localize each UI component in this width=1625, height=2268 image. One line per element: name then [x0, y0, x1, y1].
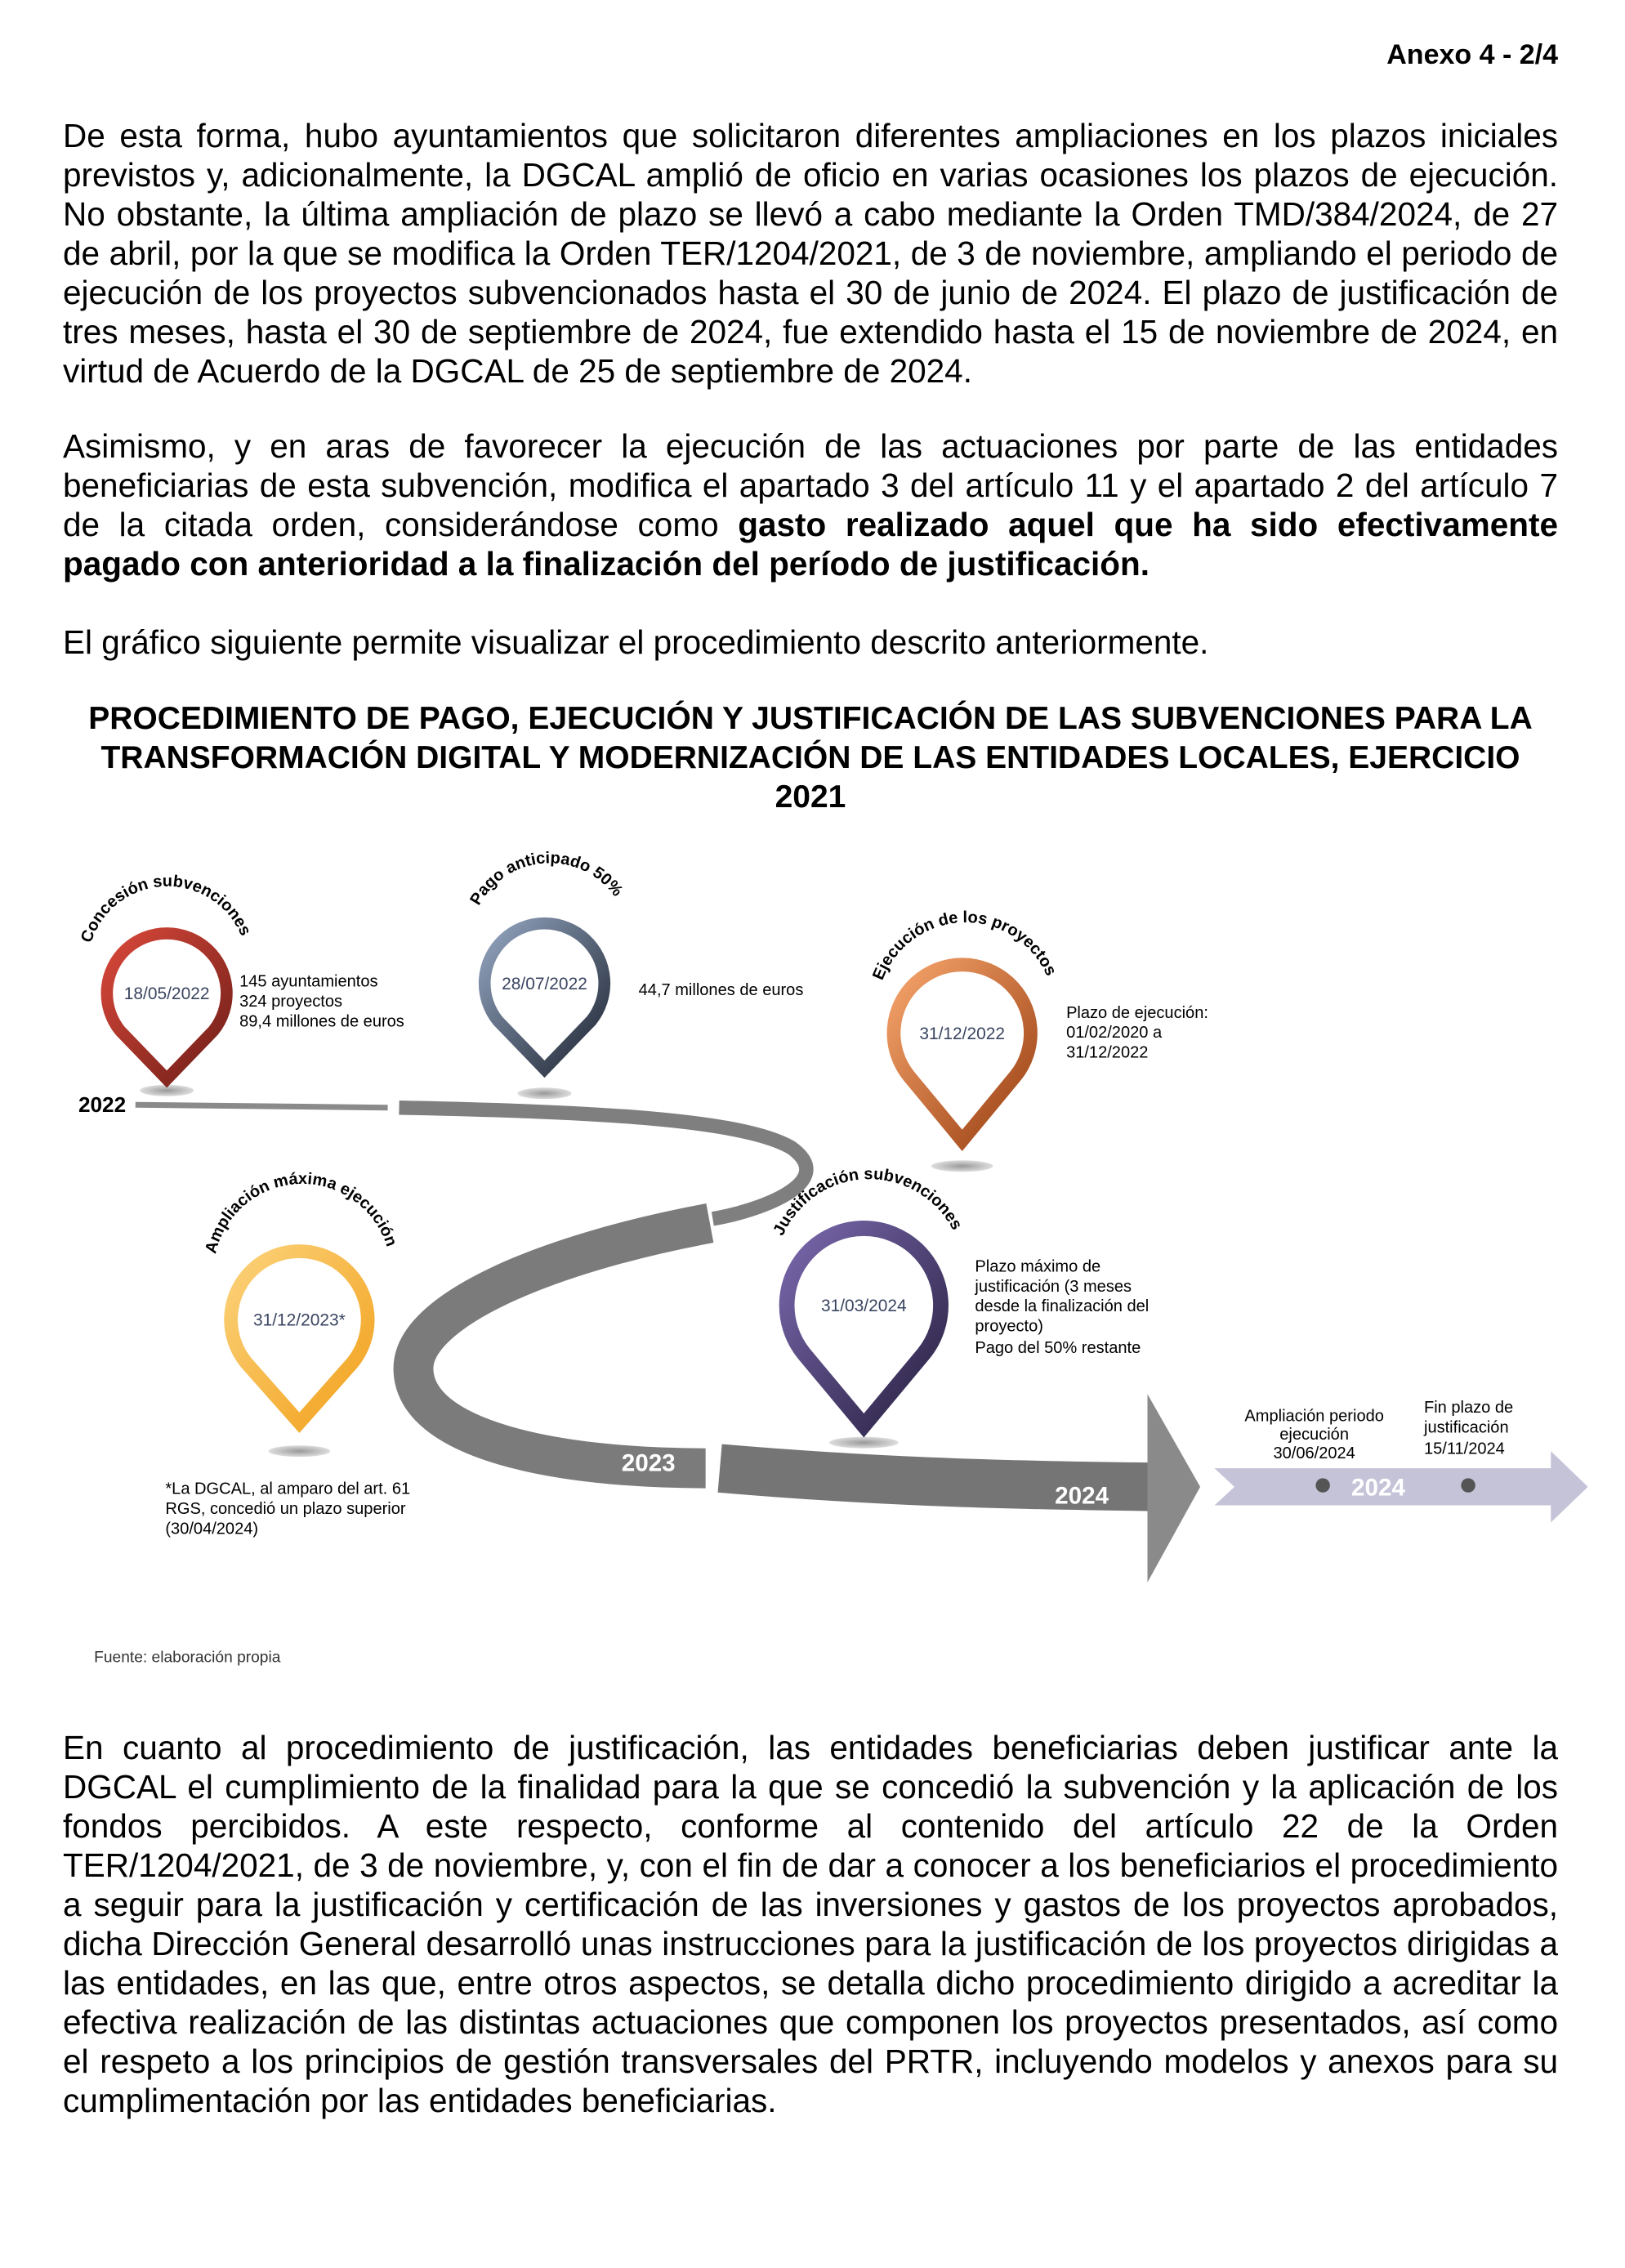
road-arrow-head — [1148, 1394, 1201, 1582]
annex-page-label: Anexo 4 - 2/4 — [1386, 39, 1558, 70]
paragraph-deadlines: De esta forma, hubo ayuntamientos que solicitaron diferentes ampliaciones en los plazos iniciales previstos y, adicionalmente, la DGCAL amplió de oficio en varias ocasiones los plazos de ejecución. No obstante, la última ampliación de plazo se llevó a cabo mediante la Orden TMD/384/2024, de 27 de abril, por la que se modifica la Orden TER/1204/2021, de 3 de noviembre, ampliando el periodo de ejecución de los proyectos subvencionados hasta el 30 de junio de 2024. El plazo de justificación de tres meses, hasta el 30 de septiembre de 2024, fue extendido hasta el 15 de noviembre de 2024, en virtud de Acuerdo de la DGCAL de 25 de septiembre de 2024. — [63, 117, 1558, 390]
pin-shadow — [518, 1087, 572, 1099]
pin2-note: 44,7 millones de euros — [638, 980, 804, 999]
pin-shadow — [829, 1437, 899, 1449]
pin4-note: *La DGCAL, al amparo del art. 61 — [165, 1480, 411, 1498]
pin-marker-3 — [869, 909, 1060, 1172]
milestone1-text: Ampliación periodo — [1244, 1407, 1384, 1426]
pin-label: Concesión subvenciones — [78, 872, 255, 945]
pin4-note: (30/04/2024) — [165, 1520, 259, 1538]
pin3-note: 01/02/2020 a — [1066, 1024, 1163, 1042]
pin5-note: proyecto) — [975, 1317, 1043, 1336]
milestone2-text: Fin plazo de — [1423, 1399, 1514, 1418]
figure-title: PROCEDIMIENTO DE PAGO, EJECUCIÓN Y JUSTIFICACIÓN DE LAS SUBVENCIONES PARA LA TRANSFORMACIÓN DIGITAL Y MODERNIZACIÓN DE LAS ENTIDADES LOCALES, EJERCICIO 2021 — [88, 701, 1533, 815]
paragraph-justification: En cuanto al procedimiento de justificación, las entidades beneficiarias deben justificar ante la DGCAL el cumplimiento de la finalidad para la que se concedió la subvención y la aplicación de los fondos percibidos. A este respecto, conforme al contenido del artículo 22 de la Orden TER/1204/2021, de 3 de noviembre, y, con el fin de dar a conocer a los beneficiarios el procedimiento a seguir para la justificación y certificación de las inversiones y gastos de los proyectos aprobados, dicha Dirección General desarrolló unas instrucciones para la justificación de los proyectos dirigidas a las entidades, en las que, entre otros aspectos, se detalla dicho procedimiento dirigido a acreditar la efectiva realización de las distintas actuaciones que componen los proyectos presentados, así como el respeto a los principios de gestión transversales del PRTR, incluyendo modelos y anexos para su cumplimentación por las entidades beneficiarias. — [63, 1729, 1558, 2119]
year-label-2024-extension: 2024 — [1351, 1474, 1405, 1502]
map-pin-icon — [894, 965, 1030, 1141]
pin3-note: 31/12/2022 — [1066, 1043, 1149, 1062]
pin-label: Ejecución de los proyectos — [869, 908, 1060, 983]
pin-label: Justificación subvenciones — [770, 1165, 966, 1239]
year-label-2024: 2024 — [1055, 1482, 1109, 1510]
pin-label: Ampliación máxima ejecución — [202, 1170, 400, 1256]
pin-marker-2 — [467, 849, 626, 1099]
milestone2-text: 15/11/2024 — [1423, 1440, 1505, 1458]
milestone2-text: justificación — [1423, 1418, 1509, 1437]
pin-date: 31/03/2024 — [820, 1297, 907, 1316]
map-pin-icon — [787, 1228, 940, 1425]
year-label-2023: 2023 — [621, 1449, 676, 1477]
svg-text:Pago anticipado 50% — [467, 849, 626, 908]
map-pin-icon — [107, 933, 227, 1078]
milestone1-text: ejecución — [1279, 1426, 1349, 1444]
svg-text:Ampliación máxima ejecución — [202, 1170, 400, 1256]
pin1-note: 145 ayuntamientos — [239, 972, 378, 991]
milestone1-text: 30/06/2024 — [1273, 1444, 1355, 1462]
pin5-note: Pago del 50% restante — [975, 1338, 1141, 1357]
pin-shadow — [269, 1445, 330, 1457]
pin3-note: Plazo de ejecución: — [1066, 1003, 1208, 1022]
figure-source: Fuente: elaboración propia — [94, 1649, 281, 1667]
paragraph-expense-rule-text: Asimismo, y en aras de favorecer la ejecución de las actuaciones por parte de las entidades beneficiarias de esta subvención, modifica el apartado 3 del artículo 11 y el apartado 2 del artículo 7 de la citada orden, considerándose como — [63, 427, 1558, 543]
paragraph-expense-rule-bold: gasto realizado aquel que ha sido efectivamente pagado con anterioridad a la finalización del período de justificación. — [63, 506, 1558, 583]
pin5-note: justificación (3 meses — [975, 1277, 1132, 1296]
pin1-note: 324 proyectos — [239, 992, 343, 1011]
pin5-note: desde la finalización del — [975, 1297, 1150, 1316]
pin4-note: RGS, concedió un plazo superior — [165, 1499, 406, 1518]
milestone-dot — [1461, 1478, 1475, 1492]
paragraph-graph-intro: El gráfico siguiente permite visualizar el procedimiento descrito anteriormente. — [63, 623, 1209, 661]
map-pin-icon — [484, 923, 605, 1069]
milestone-dot — [1315, 1478, 1329, 1492]
year-label-2022: 2022 — [78, 1092, 127, 1117]
pin1-note: 89,4 millones de euros — [239, 1012, 404, 1031]
pin5-note: Plazo máximo de — [975, 1257, 1101, 1276]
pin-date: 31/12/2023* — [252, 1310, 346, 1330]
pin-date: 28/07/2022 — [502, 974, 587, 993]
pin-shadow — [931, 1160, 993, 1172]
map-pin-icon — [231, 1251, 368, 1422]
pin-marker-4 — [202, 1170, 400, 1457]
pin-date: 31/12/2022 — [919, 1024, 1006, 1043]
pin-marker-1 — [78, 873, 254, 1096]
pin-marker-5 — [770, 1165, 965, 1449]
pin-date: 18/05/2022 — [123, 984, 210, 1004]
pin-label: Pago anticipado 50% — [467, 849, 627, 909]
